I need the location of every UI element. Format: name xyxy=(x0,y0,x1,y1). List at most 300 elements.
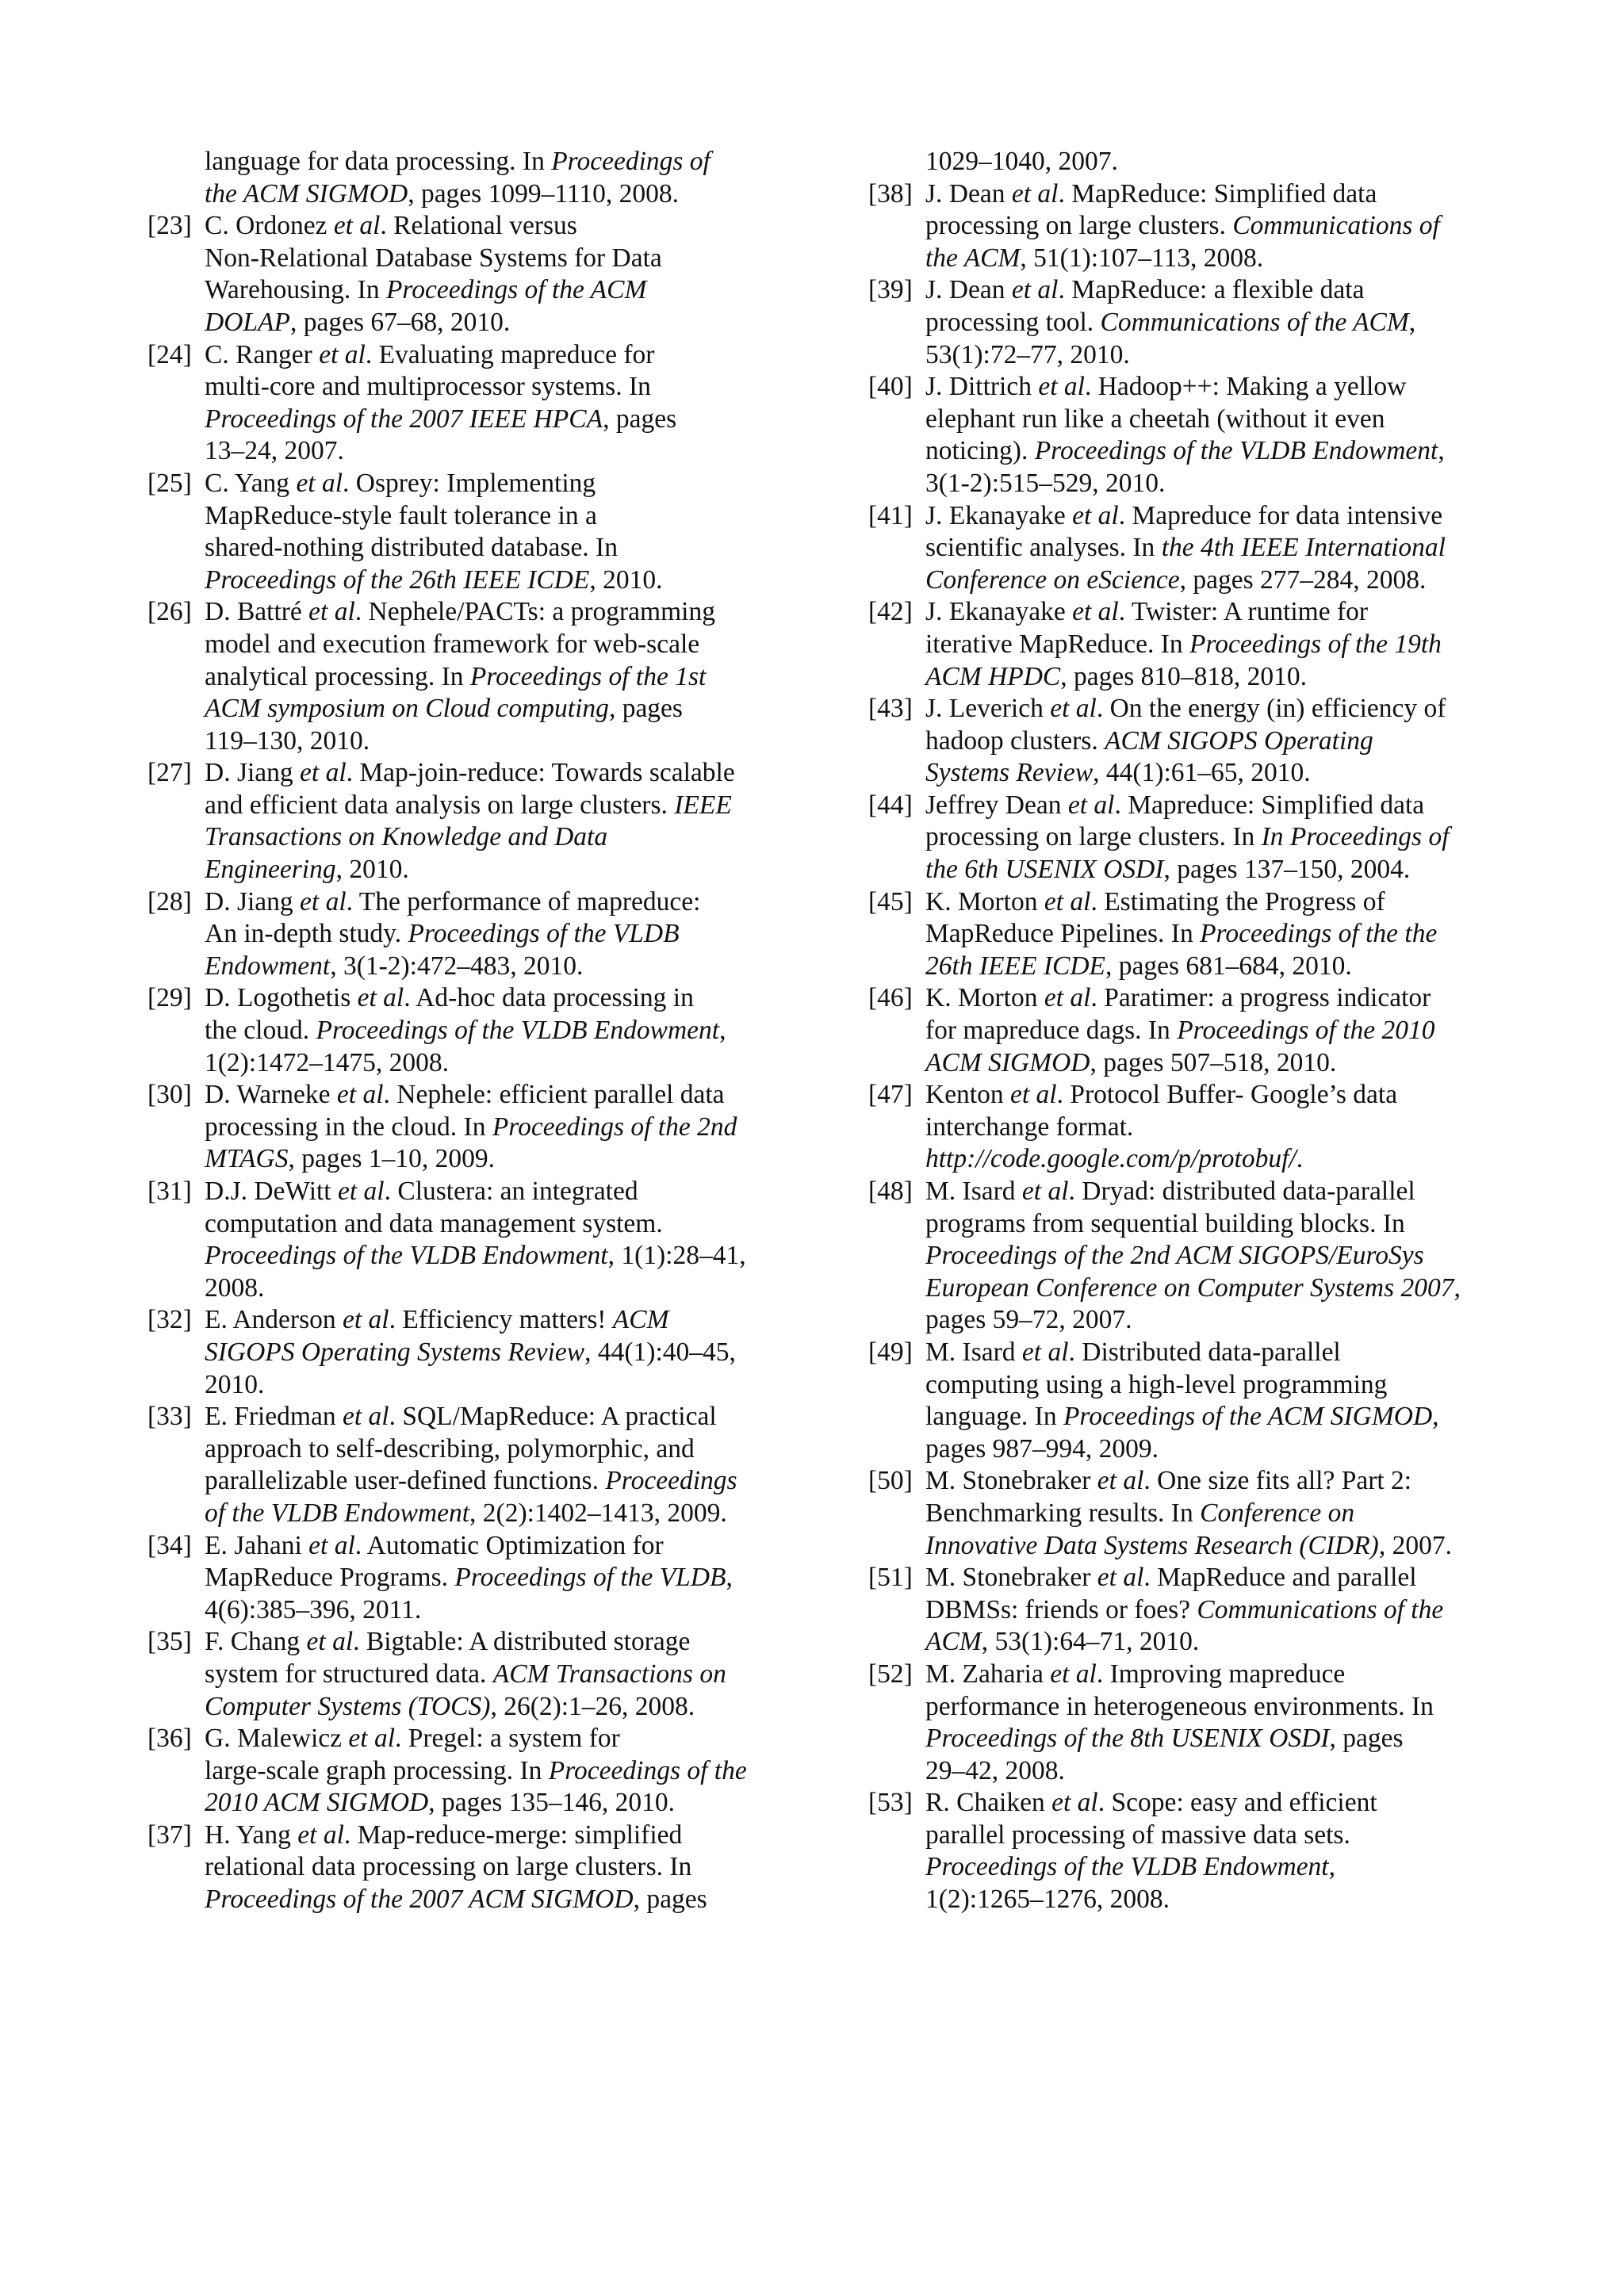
text-segment: processing on large clusters. xyxy=(925,211,1233,241)
reference-entry xyxy=(868,178,1479,275)
text-segment: 1(2):1265–1276, 2008. xyxy=(925,1885,1170,1915)
reference-line xyxy=(205,500,814,533)
reference-entry xyxy=(868,886,1479,983)
text-segment: , 44(1):61–65, 2010. xyxy=(1093,758,1311,788)
reference-line xyxy=(205,790,814,822)
reference-text xyxy=(205,1304,814,1401)
italic-text-segment: Proceedings of the VLDB xyxy=(454,1563,726,1593)
text-segment: C. Yang xyxy=(205,468,297,498)
italic-text-segment: http://code.google.com/p/protobuf/ xyxy=(925,1144,1297,1174)
reference-number: [46] xyxy=(868,983,913,1013)
reference-line xyxy=(205,243,814,275)
reference-line xyxy=(205,757,814,790)
reference-line xyxy=(925,1079,1479,1112)
italic-text-segment: et al xyxy=(336,1080,384,1110)
reference-number: [41] xyxy=(868,500,913,530)
text-segment: , pages 810–818, 2010. xyxy=(1060,661,1308,691)
reference-line xyxy=(925,1820,1479,1852)
reference-line xyxy=(205,1723,814,1755)
text-segment: K. Morton xyxy=(925,886,1044,916)
text-segment: shared-nothing distributed database. In xyxy=(205,533,618,563)
text-segment: 3(1-2):515–529, 2010. xyxy=(925,468,1166,498)
text-segment: , 2010. xyxy=(335,855,409,885)
text-segment: processing on large clusters. In xyxy=(925,822,1262,852)
reference-entry xyxy=(147,210,814,339)
reference-line xyxy=(925,1851,1479,1884)
reference-text xyxy=(205,1530,814,1627)
italic-text-segment: Proceedings of the 2nd ACM SIGOPS/EuroSys xyxy=(925,1241,1424,1271)
reference-entry xyxy=(868,371,1479,499)
italic-text-segment: Proceedings of the xyxy=(548,1755,747,1785)
text-segment: . xyxy=(1296,1144,1304,1174)
italic-text-segment: Proceedings of the 2nd xyxy=(492,1112,737,1142)
reference-text xyxy=(205,468,814,596)
italic-text-segment: et al xyxy=(1021,1337,1069,1367)
text-segment: . Mapreduce: Simplified data xyxy=(1114,790,1425,820)
reference-line xyxy=(925,1272,1479,1305)
italic-text-segment: et al xyxy=(1072,500,1119,530)
reference-number: [50] xyxy=(868,1466,913,1496)
reference-text xyxy=(925,146,1479,178)
italic-text-segment: ACM SIGMOD xyxy=(925,1047,1090,1077)
text-segment: 1(2):1472–1475, 2008. xyxy=(205,1047,449,1077)
text-segment: the cloud. xyxy=(205,1016,316,1046)
italic-text-segment: DOLAP xyxy=(205,307,290,337)
italic-text-segment: et al xyxy=(296,468,343,498)
reference-entry xyxy=(868,1787,1479,1915)
reference-number: [32] xyxy=(147,1305,192,1335)
reference-line xyxy=(205,982,814,1015)
reference-line xyxy=(925,1884,1479,1916)
text-segment: J. Dittrich xyxy=(925,372,1039,402)
italic-text-segment: et al xyxy=(300,758,347,788)
reference-entry xyxy=(147,1530,814,1627)
text-segment: . Efficiency matters! xyxy=(389,1305,613,1335)
italic-text-segment: the 6th USENIX OSDI xyxy=(925,855,1164,885)
text-segment: , xyxy=(1432,1402,1439,1432)
reference-line xyxy=(925,1240,1479,1272)
text-segment: 1029–1040, 2007. xyxy=(925,147,1118,176)
reference-text xyxy=(205,982,814,1079)
text-segment: G. Malewicz xyxy=(205,1724,349,1754)
reference-line xyxy=(925,1465,1479,1498)
text-segment: scientific analyses. In xyxy=(925,533,1162,563)
reference-text xyxy=(925,982,1479,1079)
text-segment: 13–24, 2007. xyxy=(205,436,344,466)
text-segment: 53(1):72–77, 2010. xyxy=(925,339,1130,369)
reference-line xyxy=(925,1498,1479,1530)
italic-text-segment: et al xyxy=(333,211,381,241)
text-segment: computing using a high-level programming xyxy=(925,1369,1388,1399)
italic-text-segment: ACM Transactions on xyxy=(492,1659,726,1689)
reference-continuation xyxy=(868,146,1479,178)
italic-text-segment: et al xyxy=(1011,275,1059,305)
reference-entry xyxy=(868,1562,1479,1659)
italic-text-segment: Proceedings of the VLDB Endowment xyxy=(925,1852,1329,1882)
reference-line xyxy=(925,1401,1479,1433)
text-segment: , pages 67–68, 2010. xyxy=(289,307,511,337)
reference-text xyxy=(925,1787,1479,1915)
references-right-column xyxy=(868,146,1479,1916)
reference-line xyxy=(205,564,814,597)
text-segment: computation and data management system. xyxy=(205,1208,663,1238)
text-segment: multi-core and multiprocessor systems. In xyxy=(205,372,651,402)
text-segment: relational data processing on large clusters. In xyxy=(205,1852,692,1882)
text-segment: Non-Relational Database Systems for Data xyxy=(205,243,662,273)
italic-text-segment: Proceedings of the 8th USENIX OSDI xyxy=(925,1724,1330,1754)
italic-text-segment: et al xyxy=(342,1402,389,1432)
text-segment: 29–42, 2008. xyxy=(925,1755,1065,1785)
reference-line xyxy=(925,757,1479,790)
reference-line xyxy=(925,918,1479,951)
text-segment: . Scope: easy and efficient xyxy=(1097,1788,1377,1818)
italic-text-segment: ACM SIGOPS Operating xyxy=(1105,725,1373,756)
text-segment: interchange format. xyxy=(925,1112,1134,1142)
text-segment: Benchmarking results. In xyxy=(925,1498,1201,1528)
reference-line xyxy=(925,210,1479,243)
text-segment: . Osprey: Implementing xyxy=(343,468,596,498)
italic-text-segment: Conference on xyxy=(1200,1498,1355,1528)
italic-text-segment: Proceedings of the 19th xyxy=(1189,629,1442,659)
italic-text-segment: Communications of the ACM xyxy=(1100,307,1409,337)
text-segment: , 44(1):40–45, xyxy=(584,1337,736,1367)
italic-text-segment: et al xyxy=(357,983,404,1013)
italic-text-segment: Proceedings of the VLDB Endowment xyxy=(1034,436,1438,466)
reference-line xyxy=(205,886,814,919)
reference-line xyxy=(205,307,814,339)
text-segment: MapReduce Pipelines. In xyxy=(925,919,1201,949)
text-segment: M. Isard xyxy=(925,1337,1022,1367)
italic-text-segment: et al xyxy=(1011,178,1059,209)
text-segment: , pages xyxy=(633,1885,707,1915)
reference-line xyxy=(925,1015,1479,1047)
reference-line xyxy=(205,1176,814,1208)
text-segment: . MapReduce: a flexible data xyxy=(1058,275,1365,305)
reference-line xyxy=(205,178,814,211)
reference-number: [28] xyxy=(147,886,192,916)
reference-text xyxy=(925,274,1479,371)
italic-text-segment: et al xyxy=(319,339,366,369)
text-segment: D. Jiang xyxy=(205,886,301,916)
text-segment: R. Chaiken xyxy=(925,1788,1052,1818)
italic-text-segment: et al xyxy=(1044,886,1091,916)
reference-line xyxy=(925,982,1479,1015)
italic-text-segment: the 4th IEEE International xyxy=(1161,533,1446,563)
reference-line xyxy=(925,854,1479,886)
text-segment: 2010. xyxy=(205,1369,265,1399)
reference-line xyxy=(925,725,1479,758)
reference-number: [40] xyxy=(868,372,913,402)
text-segment: , xyxy=(1328,1852,1335,1882)
italic-text-segment: et al xyxy=(308,1530,355,1560)
reference-entry xyxy=(868,982,1479,1079)
reference-entry xyxy=(147,1176,814,1304)
reference-line xyxy=(205,339,814,372)
text-segment: . Bigtable: A distributed storage xyxy=(353,1627,691,1657)
reference-number: [23] xyxy=(147,211,192,241)
reference-line xyxy=(205,1208,814,1241)
text-segment: An in-depth study. xyxy=(205,919,408,949)
italic-text-segment: Endowment xyxy=(205,951,331,981)
reference-entry xyxy=(147,886,814,983)
text-segment: . MapReduce and parallel xyxy=(1143,1563,1417,1593)
reference-line xyxy=(925,1047,1479,1080)
reference-line xyxy=(205,1304,814,1337)
reference-number: [47] xyxy=(868,1080,913,1110)
reference-line xyxy=(925,404,1479,436)
text-segment: . Protocol Buffer- Google’s data xyxy=(1056,1080,1398,1110)
reference-line xyxy=(925,307,1479,339)
reference-line xyxy=(925,1723,1479,1755)
reference-text xyxy=(205,1820,814,1916)
reference-number: [37] xyxy=(147,1820,192,1850)
reference-line xyxy=(205,1787,814,1820)
references-left-column xyxy=(147,146,814,1916)
text-segment: , pages 681–684, 2010. xyxy=(1105,951,1352,981)
italic-text-segment: et al xyxy=(1072,597,1119,627)
reference-text xyxy=(925,1337,1479,1465)
italic-text-segment: et al xyxy=(297,1820,344,1850)
reference-entry xyxy=(147,339,814,468)
reference-number: [35] xyxy=(147,1627,192,1657)
text-segment: . Map-reduce-merge: simplified xyxy=(343,1820,683,1850)
text-segment: D.J. DeWitt xyxy=(205,1177,338,1206)
italic-text-segment: et al xyxy=(338,1177,385,1206)
reference-number: [44] xyxy=(868,790,913,820)
reference-number: [52] xyxy=(868,1659,913,1689)
reference-text xyxy=(205,1626,814,1723)
text-segment: large-scale graph processing. In xyxy=(205,1755,549,1785)
italic-text-segment: et al xyxy=(1050,694,1097,724)
reference-line xyxy=(925,821,1479,854)
reference-number: [39] xyxy=(868,275,913,305)
reference-entry xyxy=(147,1820,814,1916)
reference-number: [36] xyxy=(147,1724,192,1754)
text-segment: . Clustera: an integrated xyxy=(384,1177,638,1206)
italic-text-segment: Innovative Data Systems Research (CIDR) xyxy=(925,1530,1379,1560)
text-segment: , pages 135–146, 2010. xyxy=(428,1788,676,1818)
text-segment: DBMSs: friends or foes? xyxy=(925,1594,1197,1624)
reference-line xyxy=(925,532,1479,564)
text-segment: . Hadoop++: Making a yellow xyxy=(1084,372,1407,402)
text-segment: noticing). xyxy=(925,436,1035,466)
reference-line xyxy=(205,1433,814,1466)
reference-line xyxy=(925,371,1479,404)
text-segment: , pages 137–150, 2004. xyxy=(1163,855,1411,885)
italic-text-segment: Proceedings of the 26th IEEE ICDE xyxy=(205,564,590,595)
text-segment: . Pregel: a system for xyxy=(395,1724,620,1754)
reference-text xyxy=(205,1079,814,1176)
text-segment: E. Jahani xyxy=(205,1530,309,1560)
text-segment: . Distributed data-parallel xyxy=(1068,1337,1341,1367)
text-segment: . SQL/MapReduce: A practical xyxy=(389,1402,717,1432)
reference-line xyxy=(925,1337,1479,1369)
text-segment: . Evaluating mapreduce for xyxy=(365,339,655,369)
text-segment: . Map-join-reduce: Towards scalable xyxy=(346,758,735,788)
italic-text-segment: Proceedings of the ACM SIGMOD xyxy=(1063,1402,1433,1432)
text-segment: , pages 1–10, 2009. xyxy=(288,1144,495,1174)
italic-text-segment: IEEE xyxy=(674,790,732,820)
reference-number: [26] xyxy=(147,597,192,627)
reference-line xyxy=(205,1143,814,1176)
reference-line xyxy=(925,1143,1479,1176)
reference-number: [33] xyxy=(147,1402,192,1432)
text-segment: F. Chang xyxy=(205,1627,307,1657)
reference-number: [30] xyxy=(147,1080,192,1110)
reference-text xyxy=(205,146,814,210)
reference-line xyxy=(925,1755,1479,1788)
italic-text-segment: Communications of the xyxy=(1197,1594,1444,1624)
reference-text xyxy=(925,1176,1479,1337)
reference-line xyxy=(925,435,1479,468)
italic-text-segment: et al xyxy=(343,1305,389,1335)
text-segment: . Mapreduce for data intensive xyxy=(1118,500,1443,530)
text-segment: 2008. xyxy=(205,1272,265,1303)
italic-text-segment: ACM HPDC xyxy=(925,661,1061,691)
reference-entry xyxy=(868,1079,1479,1176)
reference-line xyxy=(205,1594,814,1627)
text-segment: , xyxy=(1438,436,1445,466)
text-segment: programs from sequential building blocks. In xyxy=(925,1208,1405,1238)
text-segment: M. Stonebraker xyxy=(925,1563,1097,1593)
italic-text-segment: Proceedings xyxy=(605,1466,737,1496)
text-segment: D. Warneke xyxy=(205,1080,337,1110)
reference-line xyxy=(205,1337,814,1369)
text-segment: parallel processing of massive data sets. xyxy=(925,1820,1350,1850)
reference-entry xyxy=(147,982,814,1079)
text-segment: Warehousing. In xyxy=(205,275,386,305)
reference-entry xyxy=(868,1465,1479,1562)
text-segment: C. Ranger xyxy=(205,339,320,369)
reference-line xyxy=(205,821,814,854)
reference-text xyxy=(925,371,1479,499)
text-segment: E. Anderson xyxy=(205,1305,343,1335)
reference-line xyxy=(925,1433,1479,1466)
italic-text-segment: Proceedings of the ACM xyxy=(385,275,647,305)
text-segment: J. Dean xyxy=(925,178,1012,209)
text-segment: Kenton xyxy=(925,1080,1010,1110)
reference-line xyxy=(205,468,814,500)
italic-text-segment: et al xyxy=(348,1724,395,1754)
text-segment: , pages xyxy=(608,694,683,724)
text-segment: . MapReduce: Simplified data xyxy=(1058,178,1377,209)
reference-entry xyxy=(868,596,1479,693)
text-segment: K. Morton xyxy=(925,983,1044,1013)
italic-text-segment: et al xyxy=(1051,1788,1098,1818)
text-segment: . Nephele/PACTs: a programming xyxy=(354,597,715,627)
italic-text-segment: MTAGS xyxy=(205,1144,289,1174)
italic-text-segment: et al xyxy=(1067,790,1115,820)
reference-line xyxy=(925,1208,1479,1241)
text-segment: , xyxy=(1408,307,1416,337)
reference-text xyxy=(925,1659,1479,1787)
italic-text-segment: Proceedings of the the xyxy=(1200,919,1438,949)
reference-entry xyxy=(147,757,814,886)
text-segment: model and execution framework for web-scale xyxy=(205,629,700,659)
reference-line xyxy=(205,854,814,886)
text-segment: . Automatic Optimization for xyxy=(354,1530,664,1560)
reference-entry xyxy=(147,1723,814,1820)
text-segment: iterative MapReduce. In xyxy=(925,629,1190,659)
reference-text xyxy=(205,886,814,983)
italic-text-segment: et al xyxy=(1010,1080,1057,1110)
reference-line xyxy=(925,468,1479,500)
reference-line xyxy=(205,1369,814,1402)
text-segment: performance in heterogeneous environments. In xyxy=(925,1691,1434,1721)
reference-line xyxy=(205,435,814,468)
reference-text xyxy=(925,1465,1479,1562)
reference-text xyxy=(925,693,1479,790)
reference-line xyxy=(205,1240,814,1272)
reference-entry xyxy=(147,1401,814,1529)
text-segment: , pages 507–518, 2010. xyxy=(1090,1047,1337,1077)
reference-number: [53] xyxy=(868,1788,913,1818)
reference-line xyxy=(205,725,814,758)
reference-line xyxy=(925,564,1479,597)
italic-text-segment: Proceedings of the VLDB xyxy=(408,919,680,949)
reference-entry xyxy=(147,596,814,757)
text-segment: J. Ekanayake xyxy=(925,500,1073,530)
reference-number: [27] xyxy=(147,758,192,788)
reference-line xyxy=(925,886,1479,919)
italic-text-segment: Proceedings of the VLDB Endowment xyxy=(316,1016,720,1046)
italic-text-segment: 26th IEEE ICDE xyxy=(925,951,1106,981)
reference-line xyxy=(925,1659,1479,1691)
text-segment: pages 59–72, 2007. xyxy=(925,1305,1132,1335)
reference-entry xyxy=(868,1659,1479,1787)
reference-number: [51] xyxy=(868,1563,913,1593)
italic-text-segment: Computer Systems (TOCS) xyxy=(205,1691,491,1721)
text-segment: , 1(1):28–41, xyxy=(607,1241,746,1271)
reference-line xyxy=(925,146,1479,178)
text-segment: Jeffrey Dean xyxy=(925,790,1068,820)
text-segment: . Relational versus xyxy=(380,211,577,241)
text-segment: . Dryad: distributed data-parallel xyxy=(1068,1177,1415,1206)
reference-line xyxy=(925,1562,1479,1594)
italic-text-segment: European Conference on Computer Systems 2007 xyxy=(925,1272,1454,1303)
text-segment: . The performance of mapreduce: xyxy=(346,886,701,916)
reference-text xyxy=(205,210,814,339)
reference-entry xyxy=(868,1337,1479,1465)
text-segment: J. Leverich xyxy=(925,694,1051,724)
reference-text xyxy=(925,1562,1479,1659)
reference-number: [38] xyxy=(868,178,913,209)
reference-line xyxy=(925,693,1479,725)
text-segment: . On the energy (in) efficiency of xyxy=(1096,694,1446,724)
italic-text-segment: SIGOPS Operating Systems Review xyxy=(205,1337,585,1367)
reference-line xyxy=(205,1530,814,1563)
italic-text-segment: et al xyxy=(1038,372,1085,402)
italic-text-segment: ACM symposium on Cloud computing xyxy=(205,694,609,724)
reference-text xyxy=(925,886,1479,983)
text-segment: , xyxy=(726,1563,733,1593)
text-segment: MapReduce-style fault tolerance in a xyxy=(205,500,597,530)
reference-line xyxy=(925,596,1479,629)
reference-line xyxy=(925,951,1479,983)
text-segment: M. Stonebraker xyxy=(925,1466,1097,1496)
text-segment: analytical processing. In xyxy=(205,661,470,691)
text-segment: . Twister: A runtime for xyxy=(1118,597,1369,627)
italic-text-segment: 2010 ACM SIGMOD xyxy=(205,1788,429,1818)
reference-line xyxy=(205,1079,814,1112)
reference-number: [34] xyxy=(147,1530,192,1560)
italic-text-segment: Systems Review xyxy=(925,758,1094,788)
text-segment: E. Friedman xyxy=(205,1402,343,1432)
text-segment: J. Ekanayake xyxy=(925,597,1073,627)
text-segment: D. Jiang xyxy=(205,758,301,788)
reference-number: [45] xyxy=(868,886,913,916)
reference-line xyxy=(925,1787,1479,1820)
